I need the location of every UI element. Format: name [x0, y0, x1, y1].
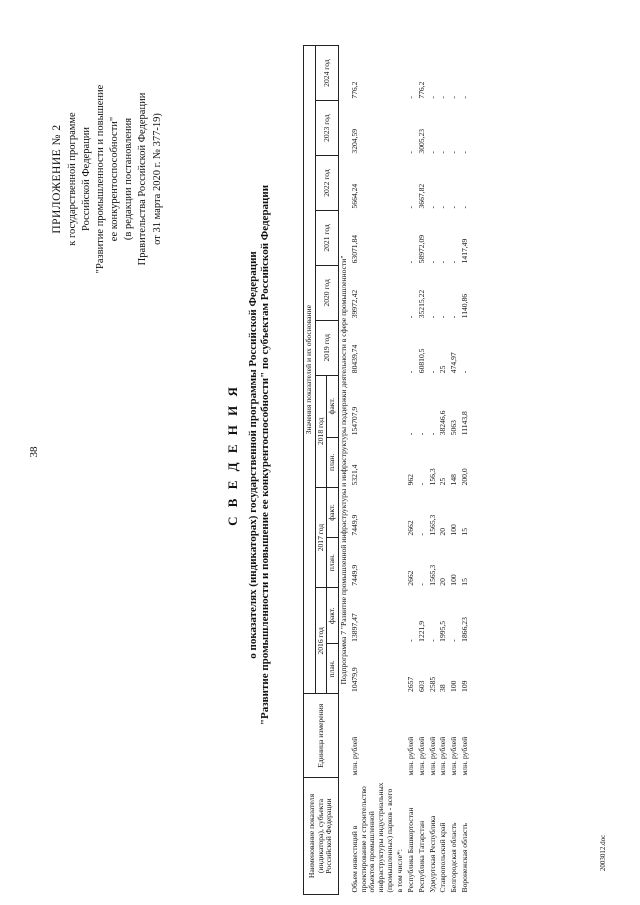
row-value-cell: 148 — [449, 474, 459, 486]
table-row — [428, 46, 439, 895]
row-value-cell: - — [438, 205, 448, 209]
row-value-cell — [395, 101, 406, 156]
row-value-cell: - — [416, 533, 426, 536]
row-value-cell: 2585 — [427, 676, 437, 692]
row-value-cell: 10479,9 — [349, 667, 359, 692]
row-value-cell — [395, 437, 406, 487]
appendix-line: к государственной программе — [66, 112, 78, 246]
row-value-cell: 200,0 — [459, 468, 469, 486]
row-unit: млн. рублей — [406, 736, 416, 776]
row-unit: млн. рублей — [449, 736, 459, 776]
column-header-year: 2021 год — [315, 210, 338, 265]
row-value-cell: - — [427, 96, 437, 99]
table-row — [395, 46, 406, 895]
document-subtitle-line-2: "Развитие промышленности и повышение ее конкурентоспособности" по субъектам Российской Федерации — [259, 184, 271, 726]
row-value-cell: - — [427, 639, 437, 642]
table-row — [350, 46, 396, 895]
row-indicator-name: Республика Башкортостан — [406, 807, 416, 893]
row-value-cell: - — [438, 315, 448, 319]
row-value-cell — [395, 487, 406, 537]
row-value-cell — [395, 644, 406, 694]
row-value-cell: - — [438, 96, 448, 99]
row-value-cell: 3667,82 — [416, 183, 426, 209]
row-value-cell: - — [427, 315, 437, 319]
row-value-cell: - — [449, 639, 459, 642]
page-number: 38 — [28, 446, 40, 458]
appendix-line: ее конкурентоспособности" — [109, 116, 121, 242]
table-row — [449, 46, 460, 895]
document-heading — [225, 15, 271, 895]
row-value-cell: 80439,74 — [349, 344, 359, 374]
row-value-cell: 100 — [449, 524, 459, 536]
row-value-cell: 13897,47 — [349, 613, 359, 642]
row-value-cell: 2662 — [406, 570, 416, 586]
subprogram-row — [339, 46, 350, 895]
column-header-year: 2022 год — [315, 156, 338, 211]
row-value-cell: 7449,9 — [349, 564, 359, 586]
row-value-cell: 20 — [438, 527, 448, 536]
row-unit: млн. рублей — [438, 736, 448, 776]
row-value-cell: 109 — [459, 680, 469, 692]
row-unit: млн. рублей — [427, 736, 437, 776]
row-value-cell: 1565,3 — [427, 514, 437, 536]
row-value-cell: - — [459, 370, 469, 374]
row-value-cell — [395, 538, 406, 588]
row-value-cell: - — [459, 96, 469, 99]
row-unit: млн. рублей — [416, 736, 426, 776]
row-value-cell: - — [416, 482, 426, 486]
row-unit: млн. рублей — [349, 736, 359, 776]
column-header-plan: план. — [327, 644, 339, 694]
row-value-cell: 1995,5 — [438, 620, 448, 642]
row-value-cell: - — [406, 432, 416, 436]
document-subtitle-line-1: о показателях (индикаторах) государственной программы Российской Федерации — [247, 251, 259, 659]
column-header-plan: план. — [327, 538, 339, 588]
row-indicator-name: Ставропольский край — [438, 822, 448, 893]
column-header-values-group: Значения показателей и их обоснование — [304, 46, 316, 694]
column-header-year: 2018 год — [315, 375, 327, 487]
row-unit — [395, 694, 406, 778]
row-value-cell: 3005,23 — [416, 128, 426, 154]
table-row — [438, 46, 449, 895]
column-header-unit: Единица измерения — [304, 694, 339, 778]
row-value-cell: - — [406, 260, 416, 264]
row-value-cell: - — [449, 205, 459, 209]
row-value-cell — [395, 210, 406, 265]
row-value-cell: 962 — [406, 474, 416, 486]
row-indicator-name: в том числе*: — [395, 849, 405, 893]
column-header-fact: факт. — [327, 487, 339, 537]
document-title: С В Е Д Е Н И Я — [225, 384, 240, 526]
row-value-cell: 38 — [438, 684, 448, 692]
table-row — [460, 46, 471, 895]
row-value-cell — [395, 156, 406, 211]
row-value-cell: 7449,9 — [349, 514, 359, 536]
column-header-year: 2017 год — [315, 487, 327, 587]
row-value-cell — [395, 320, 406, 375]
row-value-cell: - — [449, 315, 459, 319]
subprogram-title: Подпрограмма 7 "Развитие промышленной инфраструктуры и инфраструктуры поддержки деятельности в сфере промышленности" — [339, 46, 350, 895]
appendix-line: Российской Федерации — [80, 127, 92, 231]
row-value-cell: - — [406, 639, 416, 642]
row-value-cell: 11143,8 — [459, 411, 469, 436]
row-indicator-name: Удмуртская Республика — [427, 815, 437, 893]
appendix-line: (в редакции постановления — [123, 117, 135, 241]
column-header-plan: план. — [327, 437, 339, 487]
column-header-year: 2019 год — [315, 320, 338, 375]
row-value-cell: - — [438, 260, 448, 264]
column-header-year: 2020 год — [315, 265, 338, 320]
row-value-cell: 25 — [438, 365, 448, 374]
row-value-cell: - — [459, 151, 469, 154]
row-value-cell: 776,2 — [349, 81, 359, 99]
row-value-cell: 58972,09 — [416, 234, 426, 264]
row-value-cell: 2657 — [406, 676, 416, 692]
row-value-cell: - — [449, 96, 459, 99]
row-indicator-name: Республика Татарстан — [416, 820, 426, 893]
table-row — [406, 46, 417, 895]
rotated-page-content — [50, 15, 610, 895]
row-value-cell: - — [406, 370, 416, 374]
row-value-cell: 63071,84 — [349, 234, 359, 264]
row-value-cell — [395, 375, 406, 437]
row-value-cell — [395, 265, 406, 320]
row-value-cell: 100 — [449, 574, 459, 586]
row-value-cell: - — [406, 151, 416, 154]
row-value-cell: - — [427, 260, 437, 264]
appendix-line: от 31 марта 2020 г. № 377-19) — [151, 113, 163, 245]
row-value-cell: 100 — [449, 680, 459, 692]
row-value-cell: 35215,22 — [416, 289, 426, 319]
row-value-cell: 1140,86 — [459, 293, 469, 319]
row-value-cell: - — [416, 432, 426, 436]
row-value-cell: - — [406, 96, 416, 99]
row-value-cell: 1866,23 — [459, 617, 469, 642]
row-value-cell: 156,3 — [427, 468, 437, 486]
table-row — [417, 46, 428, 895]
row-value-cell: - — [427, 432, 437, 436]
row-value-cell: - — [427, 151, 437, 154]
row-value-cell: - — [427, 205, 437, 209]
row-value-cell: 3204,59 — [349, 128, 359, 154]
column-header-indicator: Наименование показателя (индикатора), субъекта Российской Федерации — [304, 778, 339, 895]
row-value-cell: - — [406, 315, 416, 319]
row-value-cell: 474,97 — [449, 352, 459, 374]
row-value-cell: - — [427, 370, 437, 374]
row-value-cell: 776,2 — [416, 81, 426, 99]
appendix-title: ПРИЛОЖЕНИЕ № 2 — [51, 124, 63, 234]
row-value-cell — [395, 588, 406, 644]
row-value-cell: 25 — [438, 477, 448, 486]
row-indicator-name: Белгородская область — [449, 822, 459, 893]
row-value-cell: - — [459, 205, 469, 209]
row-value-cell: 60810,5 — [416, 348, 426, 374]
row-value-cell: 5063 — [449, 420, 459, 436]
column-header-year: 2024 год — [315, 46, 338, 101]
footer-file-code: 2003012.doc — [599, 834, 607, 872]
appendix-line: "Развитие промышленности и повышение — [94, 84, 106, 274]
row-value-cell: 15 — [459, 527, 469, 536]
row-value-cell: 1221,9 — [416, 620, 426, 642]
row-value-cell: 5321,4 — [349, 464, 359, 486]
row-value-cell: 20 — [438, 578, 448, 586]
indicators-table — [303, 45, 471, 895]
column-header-fact: факт. — [327, 375, 339, 437]
row-value-cell: - — [449, 151, 459, 154]
row-indicator-name: Воронежская область — [459, 823, 469, 893]
row-value-cell: - — [449, 260, 459, 264]
column-header-year: 2023 год — [315, 101, 338, 156]
column-header-fact: факт. — [327, 588, 339, 644]
row-value-cell: - — [438, 151, 448, 154]
row-value-cell: 1417,49 — [459, 238, 469, 264]
table-body — [339, 46, 471, 895]
row-value-cell: 1565,3 — [427, 564, 437, 586]
row-value-cell: 5664,24 — [349, 183, 359, 209]
row-value-cell: 603 — [416, 680, 426, 692]
row-indicator-name: Объем инвестиций в проектирование и строительство объектов промышленной инфраструктуры индустриальных (промышленных) парков - всего — [349, 782, 394, 893]
row-value-cell: 2662 — [406, 520, 416, 536]
row-value-cell: 15 — [459, 578, 469, 586]
row-value-cell: 154707,9 — [349, 406, 359, 436]
row-unit: млн. рублей — [459, 736, 469, 776]
row-value-cell: 38246,6 — [438, 410, 448, 436]
appendix-line: Правительства Российской Федерации — [137, 92, 149, 266]
row-value-cell: - — [416, 583, 426, 586]
row-value-cell: 39972,42 — [349, 289, 359, 319]
appendix-block — [50, 29, 165, 329]
row-value-cell: - — [406, 205, 416, 209]
row-value-cell — [395, 46, 406, 101]
table-header-row — [304, 46, 316, 895]
column-header-year: 2016 год — [315, 588, 327, 694]
